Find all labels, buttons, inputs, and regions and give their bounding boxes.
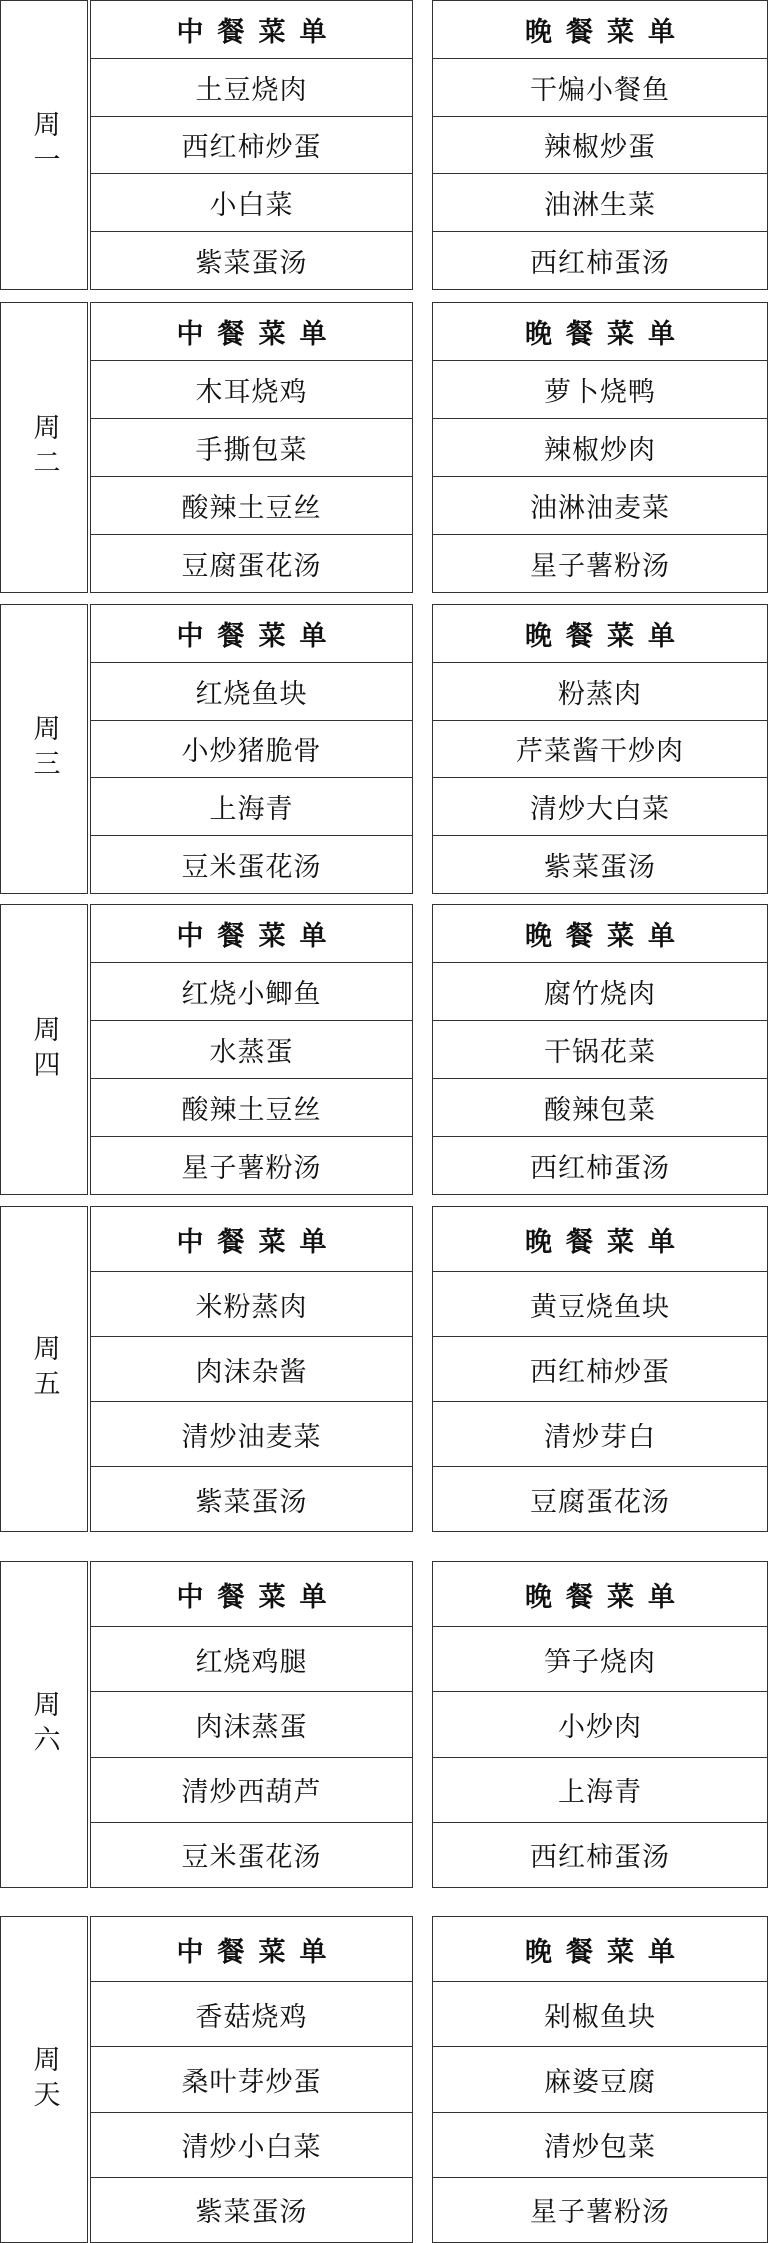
lunch-dish: 豆腐蛋花汤 — [181, 551, 322, 582]
dinner-column — [432, 904, 768, 1195]
day-label: 周三 — [28, 714, 60, 784]
lunch-dish: 红烧小鲫鱼 — [91, 963, 412, 1021]
lunch-column — [90, 302, 413, 593]
lunch-dish: 肉沫杂酱 — [91, 1337, 412, 1402]
dinner-dish: 西红柿蛋汤 — [530, 1153, 670, 1184]
dinner-dish: 粉蒸肉 — [433, 663, 767, 721]
lunch-dish: 香菇烧鸡 — [91, 1982, 412, 2047]
dinner-dish: 清炒大白菜 — [433, 778, 767, 836]
day-label: 周二 — [28, 412, 60, 483]
lunch-dish: 土豆烧肉 — [91, 59, 412, 117]
day-label-cell — [0, 904, 88, 1195]
day-label: 周五 — [28, 1334, 60, 1404]
lunch-dish: 桑叶芽炒蛋 — [91, 2047, 412, 2112]
lunch-dish: 酸辣土豆丝 — [91, 477, 412, 535]
day-block-fri — [0, 1206, 768, 1532]
lunch-dish: 上海青 — [91, 778, 412, 836]
day-label-cell — [0, 0, 88, 290]
dinner-header: 晚餐菜单 — [433, 1207, 767, 1272]
dinner-dish: 西红柿蛋汤 — [530, 248, 670, 280]
dinner-column — [432, 0, 768, 290]
day-block-sat — [0, 1561, 768, 1888]
dinner-dish: 辣椒炒蛋 — [433, 117, 767, 175]
lunch-header: 中餐菜单 — [91, 1207, 412, 1272]
dinner-dish: 黄豆烧鱼块 — [433, 1272, 767, 1337]
lunch-dish: 清炒西葫芦 — [91, 1758, 412, 1823]
lunch-column — [90, 1206, 413, 1532]
day-label-cell — [0, 1206, 88, 1532]
dinner-header: 晚餐菜单 — [433, 303, 767, 361]
day-block-wed — [0, 604, 768, 894]
lunch-column — [90, 604, 413, 894]
lunch-dish: 小炒猪脆骨 — [91, 721, 412, 779]
lunch-dish: 米粉蒸肉 — [91, 1272, 412, 1337]
dinner-header: 晚餐菜单 — [433, 905, 767, 963]
dinner-dish: 芹菜酱干炒肉 — [433, 721, 767, 779]
lunch-dish: 紫菜蛋汤 — [195, 248, 308, 280]
dinner-dish: 萝卜烧鸭 — [433, 361, 767, 419]
day-label: 周一 — [28, 110, 60, 180]
dinner-dish: 紫菜蛋汤 — [544, 852, 656, 884]
lunch-header: 中餐菜单 — [91, 303, 412, 361]
dinner-column — [432, 1916, 768, 2243]
lunch-column — [90, 0, 413, 290]
lunch-dish: 红烧鱼块 — [91, 663, 412, 721]
dinner-header: 晚餐菜单 — [433, 1562, 767, 1627]
dinner-dish: 干锅花菜 — [433, 1021, 767, 1079]
dinner-dish: 油淋油麦菜 — [433, 477, 767, 535]
lunch-header: 中餐菜单 — [91, 905, 412, 963]
dinner-dish: 清炒包菜 — [433, 2113, 767, 2178]
lunch-dish: 水蒸蛋 — [91, 1021, 412, 1079]
dinner-header: 晚餐菜单 — [433, 1, 767, 59]
dinner-column — [432, 604, 768, 894]
lunch-dish: 西红柿炒蛋 — [91, 117, 412, 175]
day-label-cell — [0, 1561, 88, 1888]
day-label: 周天 — [28, 2044, 60, 2115]
dinner-dish: 辣椒炒肉 — [433, 419, 767, 477]
lunch-dish: 豆米蛋花汤 — [181, 1842, 322, 1874]
day-label-cell — [0, 302, 88, 593]
dinner-dish: 星子薯粉汤 — [530, 2197, 670, 2229]
dinner-dish: 剁椒鱼块 — [433, 1982, 767, 2047]
day-label-cell — [0, 1916, 88, 2243]
dinner-column — [432, 1561, 768, 1888]
dinner-dish: 小炒肉 — [433, 1692, 767, 1757]
dinner-dish: 豆腐蛋花汤 — [530, 1486, 670, 1518]
dinner-dish: 麻婆豆腐 — [433, 2047, 767, 2112]
lunch-header: 中餐菜单 — [91, 1562, 412, 1627]
lunch-dish: 豆米蛋花汤 — [181, 852, 322, 884]
lunch-column — [90, 1561, 413, 1888]
dinner-header: 晚餐菜单 — [433, 1917, 767, 1982]
dinner-dish: 西红柿炒蛋 — [433, 1337, 767, 1402]
lunch-dish: 紫菜蛋汤 — [195, 2197, 308, 2229]
day-block-thu — [0, 904, 768, 1195]
dinner-dish: 油淋生菜 — [433, 174, 767, 232]
lunch-column — [90, 904, 413, 1195]
day-label: 周六 — [28, 1689, 60, 1760]
lunch-dish: 木耳烧鸡 — [91, 361, 412, 419]
dinner-dish: 笋子烧肉 — [433, 1627, 767, 1692]
lunch-header: 中餐菜单 — [91, 1917, 412, 1982]
lunch-header: 中餐菜单 — [91, 605, 412, 663]
day-label: 周四 — [28, 1014, 60, 1085]
lunch-dish: 手撕包菜 — [91, 419, 412, 477]
lunch-dish: 小白菜 — [91, 174, 412, 232]
dinner-dish: 干煸小餐鱼 — [433, 59, 767, 117]
dinner-dish: 上海青 — [433, 1758, 767, 1823]
lunch-dish: 红烧鸡腿 — [91, 1627, 412, 1692]
dinner-dish: 西红柿蛋汤 — [530, 1842, 670, 1874]
dinner-dish: 清炒芽白 — [433, 1402, 767, 1467]
dinner-dish: 腐竹烧肉 — [433, 963, 767, 1021]
lunch-dish: 清炒油麦菜 — [91, 1402, 412, 1467]
dinner-column — [432, 1206, 768, 1532]
lunch-header: 中餐菜单 — [91, 1, 412, 59]
dinner-header: 晚餐菜单 — [433, 605, 767, 663]
dinner-dish: 星子薯粉汤 — [530, 551, 670, 582]
dinner-dish: 酸辣包菜 — [433, 1079, 767, 1137]
day-block-sun — [0, 1916, 768, 2243]
lunch-dish: 星子薯粉汤 — [181, 1153, 322, 1184]
lunch-dish: 紫菜蛋汤 — [195, 1486, 308, 1518]
lunch-dish: 清炒小白菜 — [91, 2113, 412, 2178]
dinner-column — [432, 302, 768, 593]
day-label-cell — [0, 604, 88, 894]
day-block-mon — [0, 0, 768, 290]
lunch-column — [90, 1916, 413, 2243]
lunch-dish: 酸辣土豆丝 — [91, 1079, 412, 1137]
lunch-dish: 肉沫蒸蛋 — [91, 1692, 412, 1757]
day-block-tue — [0, 302, 768, 593]
